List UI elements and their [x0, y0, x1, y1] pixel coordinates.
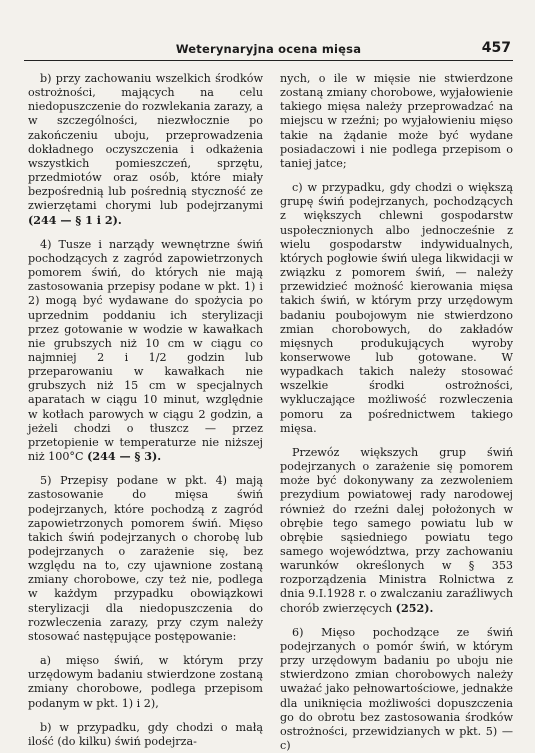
paragraph-5b-start: [28, 721, 263, 749]
paragraph-text: b) przy zachowaniu wszelkich środków ostrożności, mających na celu niedopuszczenie do rozwlekania zarazy, a w szczególności, niezwłocznie po zakończeniu uboju, przeprowadzenia dokładnego oczyszczenia i odkażenia wszystkich pomieszczeń, sprzętu, przedmiotów oraz osób, które miały bezpośrednią lub pośrednią styczność ze zwierzętami chorymi lub podejrzanymi: [28, 72, 263, 213]
paragraph-text: Przewóz większych grup świń podejrzanych o zarażenie się pomorem może być dokonywany za zezwoleniem prezydium powiatowej rady narodowej również do rzeźni dalej położonych w obrębie tego samego powiatu lub w obrębie sąsiedniego powiatu tego samego województwa, przy zachowaniu warunków określonych w § 353 rozporządzenia Ministra Rolnictwa z dnia 9.I.1928 r. o zwalczaniu zaraźliwych chorób zwierzęcych: [280, 445, 513, 615]
paragraph-text: c) w przypadku, gdy chodzi o większą grupę świń podejrzanych, pochodzących z większych chlewni gospodarstw uspołecznionych albo jednocześnie z wielu gospodarstw indywidualnych, których pogłowie świń ulega likwidacji w związku z pomorem świń, — należy przewidzieć możność kierowania mięsa takich świń, w którym przy urzędowym badaniu poubojowym nie stwierdzono zmian chorobowych, do zakładów mięsnych produkujących wyroby konserwowe lub gotowane. W wypadkach takich należy stosować wszelkie środki ostrożności, wykluczające możliwość rozwleczenia pomoru za pośrednictwem takiego mięsa.: [280, 181, 513, 435]
running-title: Weterynaryjna ocena mięsa: [175, 42, 362, 56]
paragraph-text: 5) Przepisy podane w pkt. 4) mają zastosowanie do mięsa świń podejrzanych, które pochodzą z zagród zapowietrzonych pomorem świń. Mięso takich świń podejrzanych o chorobę lub podejrzanych o zarażenie się, bez względu na to, czy ujawnione zostaną zmiany chorobowe, czy też nie, podlega w każdym przypadku obowiązkowi sterylizacji dla niedopuszczenia do rozwleczenia zarazy, przy czym należy stosować następujące postępowanie:: [28, 474, 263, 643]
page-header: [24, 40, 513, 61]
paragraph-text: 6) Mięso pochodzące ze świń podejrzanych o pomór świń, w którym przy urzędowym badaniu po uboju nie stwierdzono zmian chorobowych należy uważać jako pełnowartościowe, jednakże dla uniknięcia możliwości dopuszczenia go do obrotu bez zastosowania środków ostrożności, przewidzianych w pkt. 5) — c): [280, 625, 513, 753]
law-reference: (252).: [395, 601, 434, 615]
law-reference: (244 — § 3).: [87, 450, 162, 464]
paragraph-text: b) w przypadku, gdy chodzi o małą ilość (do kilku) świń podejrza-: [28, 720, 263, 748]
paragraph-4: [28, 238, 263, 465]
right-column: [280, 72, 513, 753]
paragraph-text: 4) Tusze i narządy wewnętrzne świń pochodzących z zagród zapowietrzonych pomorem świń, do których nie mają zastosowania przepisy podane w pkt. 1) i 2) mogą być wydawane do spożycia po uprzednim poddaniu ich sterylizacji przez gotowanie w wodzie w kawałkach nie grubszych niż 10 cm w ciągu co najmniej 2 i 1/2 godzin lub przeparowaniu w kawałkach nie grubszych niż 15 cm w specjalnych aparatach w ciągu 10 minut, względnie w kotłach parowych w ciągu 2 godzin, a jeżeli chodzi o tłuszcz — przez przetopienie w temperaturze nie niższej niż 100°C: [28, 237, 263, 464]
paragraph-transport: [280, 446, 513, 616]
paragraph-5: [28, 474, 263, 644]
paragraph-5a: [28, 654, 263, 711]
left-column: [28, 72, 263, 749]
paragraph-text: a) mięso świń, w którym przy urzędowym badaniu stwierdzone zostaną zmiany chorobowe, podlega przepisom podanym w pkt. 1) i 2),: [28, 654, 263, 710]
paragraph-5c: [280, 181, 513, 436]
paragraph-3b: [28, 72, 263, 228]
page-number: 457: [481, 40, 511, 56]
paragraph-text: nych, o ile w mięsie nie stwierdzone zostaną zmiany chorobowe, wyjałowienie takiego mięsa należy przeprowadzać na miejscu w rzeźni; po wyjałowieniu mięso takie na żądanie może być wydane posiadaczowi i nie podlega przepisom o taniej jatce;: [280, 72, 513, 170]
paragraph-6: [280, 626, 513, 753]
law-reference: (244 — § 1 i 2).: [28, 213, 122, 227]
paragraph-5b-continued: [280, 72, 513, 171]
